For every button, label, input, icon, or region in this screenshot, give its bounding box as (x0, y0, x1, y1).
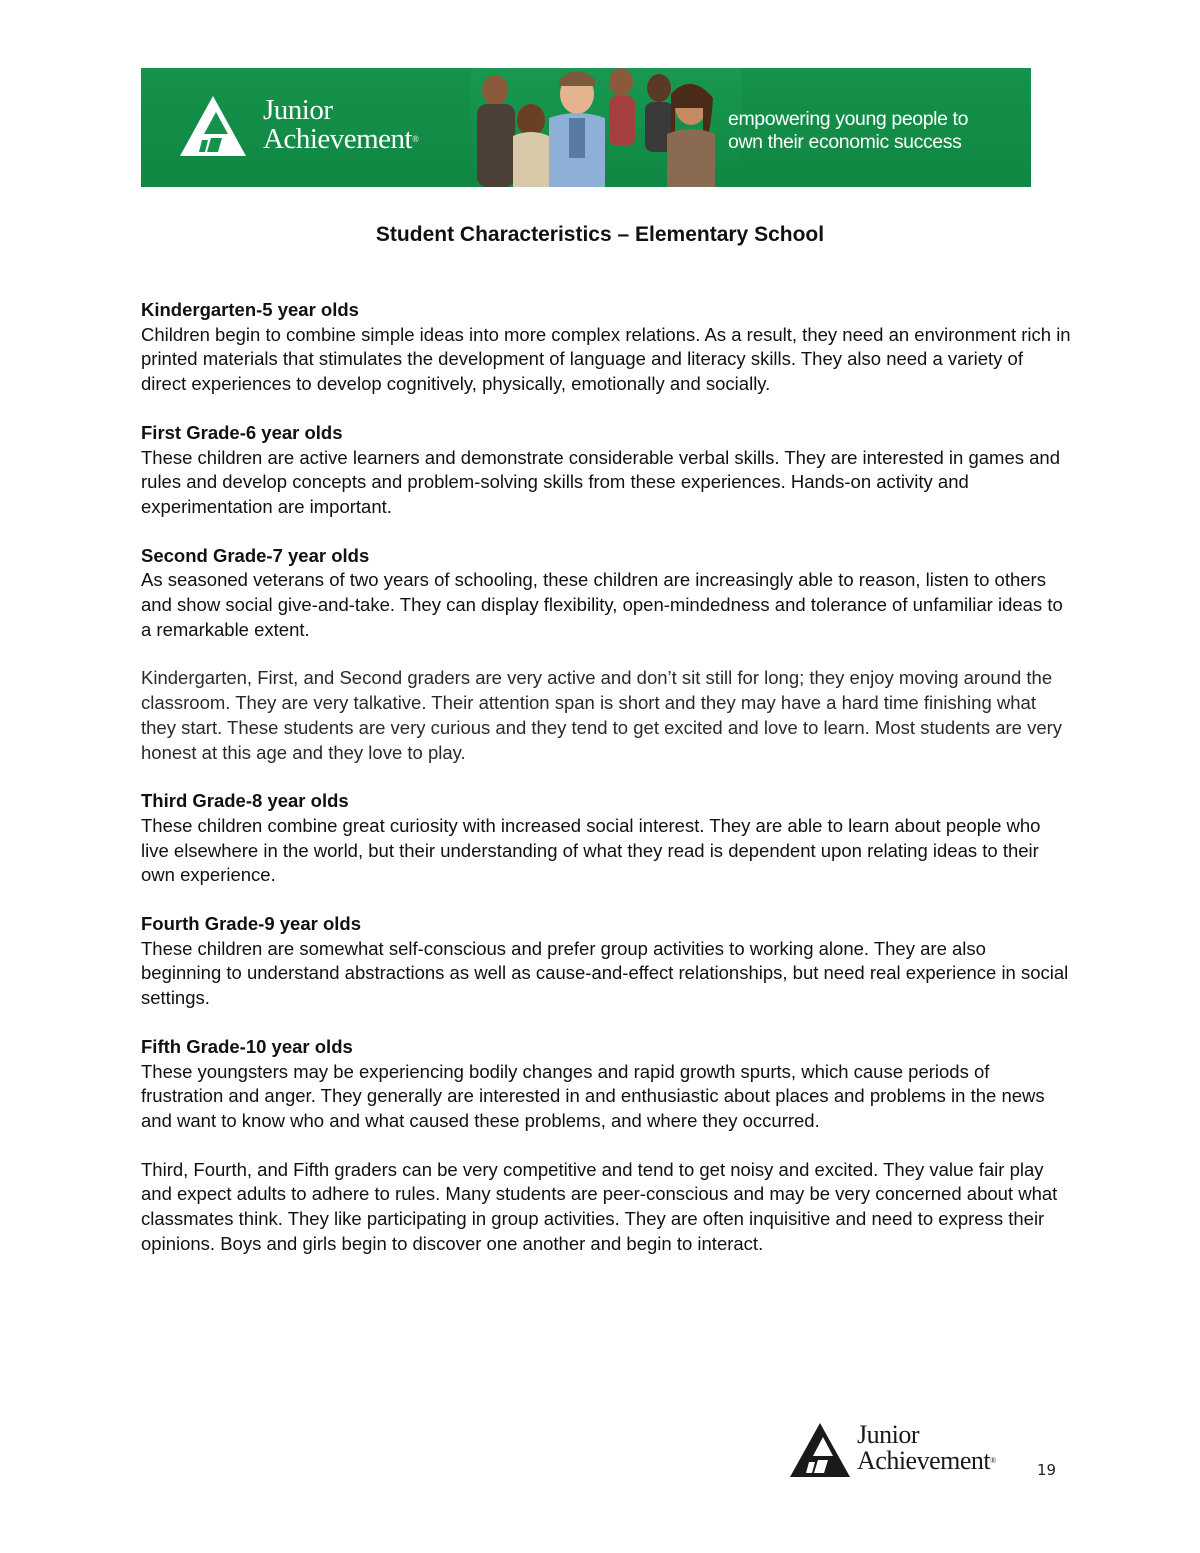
footer-logo-line2: Achievement (857, 1446, 991, 1475)
junior-achievement-footer-logo-icon (789, 1422, 851, 1478)
section-body: Children begin to combine simple ideas into more complex relations. As a result, they need an environment rich in printed materials that stimulates the development of language and literacy skills. They also need a variety of direct experiences to develop cognitively, physically, emotionally and socially. (141, 323, 1071, 395)
section-heading: Kindergarten-5 year olds (141, 299, 359, 320)
banner-tagline (728, 108, 968, 154)
section-fourth-grade (141, 912, 1071, 1011)
registered-mark: ® (412, 134, 419, 144)
section-heading: First Grade-6 year olds (141, 421, 343, 443)
section-fifth-grade (141, 1035, 1071, 1134)
section-heading: Fourth Grade-9 year olds (141, 913, 361, 935)
footer-logo-line1: Junior (857, 1420, 919, 1449)
summary-k-2-paragraph: Kindergarten, First, and Second graders are very active and don’t sit still for long; they enjoy moving around the classroom. They are very talkative. Their attention span is short and they may have a hard time finishing what they start. These students are very curious and they tend to get excited and love to learn. Most students are very honest at this age and they love to play. (141, 667, 1063, 763)
header-banner (141, 68, 1031, 187)
banner-logo-line1: Junior (263, 94, 333, 126)
banner-logo-wordmark (263, 96, 418, 154)
document-body (141, 298, 1071, 1281)
registered-mark: ® (990, 1456, 996, 1465)
section-heading: Second Grade-7 year olds (141, 544, 370, 566)
section-body: These children are somewhat self-conscious and prefer group activities to working alone. They are also beginning to understand abstractions as well as cause-and-effect relationships, but need real experience in social settings. (141, 937, 1069, 1009)
section-body: These children are active learners and demonstrate considerable verbal skills. They are interested in games and rules and develop concepts and problem-solving skills from these experiences. Hands-on activity and experimentation are important. (141, 446, 1060, 517)
document-title: Student Characteristics – Elementary School (375, 223, 825, 246)
section-kindergarten (141, 298, 1071, 397)
section-third-grade (141, 789, 1071, 888)
section-heading: Fifth Grade-10 year olds (141, 1035, 353, 1057)
footer-logo-wordmark (857, 1422, 996, 1474)
section-body: These children combine great curiosity with increased social interest. They are able to learn about people who live elsewhere in the world, but their understanding of what they read is dependent upon relating ideas to their own experience. (141, 814, 1041, 886)
section-body: These youngsters may be experiencing bodily changes and rapid growth spurts, which cause periods of frustration and anger. They generally are interested in and enthusiastic about places and problems in the news and want to know who and what caused these problems, and where they occurred. (141, 1060, 1045, 1131)
tagline-line1: empowering young people to (728, 108, 969, 130)
section-second-grade (141, 544, 1071, 643)
section-heading: Third Grade-8 year olds (141, 790, 349, 812)
section-first-grade (141, 421, 1071, 520)
group-of-students-photo (471, 68, 741, 187)
tagline-line2: own their economic success (728, 131, 962, 153)
footer-logo (789, 1422, 1029, 1482)
page-number: 19 (1037, 1461, 1057, 1479)
banner-logo-line2: Achievement (263, 123, 413, 155)
section-body: As seasoned veterans of two years of schooling, these children are increasingly able to reason, listen to others and show social give-and-take. They can display flexibility, open-mindedness and tolerance of unfamiliar ideas to a remarkable extent. (141, 569, 1063, 640)
junior-achievement-logo-icon (178, 94, 248, 158)
summary-3-5-paragraph: Third, Fourth, and Fifth graders can be very competitive and tend to get noisy and excited. They value fair play and expect adults to adhere to rules. Many students are peer-conscious and may be very concerned about what classmates think. They like participating in group activities. They are often inquisitive and need to express their opinions. Boys and girls begin to discover one another and begin to interact. (141, 1158, 1058, 1254)
